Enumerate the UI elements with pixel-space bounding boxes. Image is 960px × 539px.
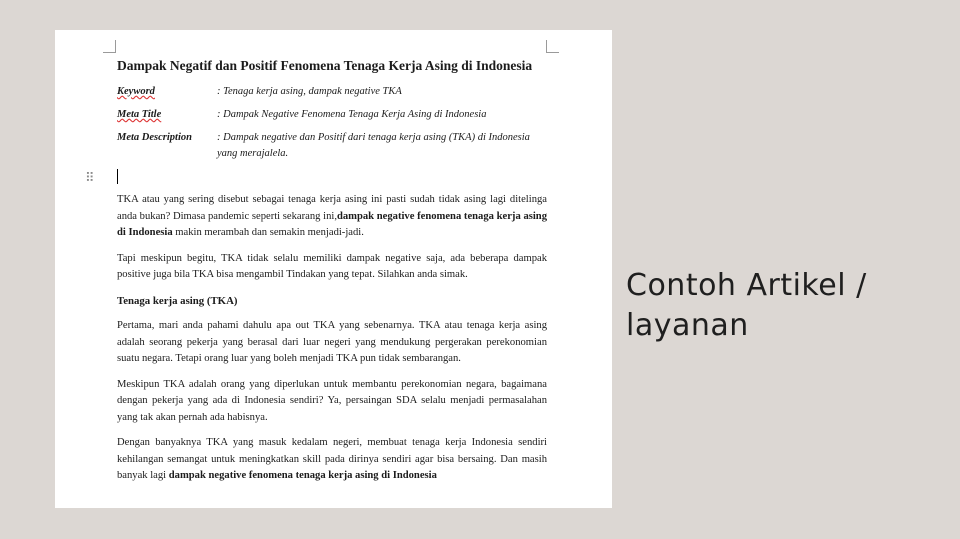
meta-row-title[interactable] (117, 107, 547, 123)
paragraph: Dengan banyaknya TKA yang masuk kedalam negeri, membuat tenaga kerja Indonesia sendiri kehilangan semangat untuk meningkatkan skill pada dirinya sendiri agar bisa bersaing. Dan masih banyak lagi dampak negative fenomena tenaga kerja asing di Indonesia (117, 437, 547, 481)
article-body[interactable] (117, 192, 547, 494)
slide-caption: Contoh Artikel / layanan (626, 268, 867, 343)
drag-handle-icon[interactable]: ⠿ (85, 171, 93, 186)
article-title[interactable]: Dampak Negatif dan Positif Fenomena Tenaga Kerja Asing di Indonesia (117, 58, 533, 73)
margin-corner-mark (103, 40, 116, 53)
paragraph: TKA atau yang sering disebut sebagai tenaga kerja asing ini pasti sudah tidak asing lagi ditelinga anda bukan? Dimasa pandemic seperti sekarang ini,dampak negative fenomena tenaga kerja asing di Indonesia makin merambah dan semakin menjadi-jadi. (117, 194, 547, 238)
paragraph: Pertama, mari anda pahami dahulu apa out TKA yang sebenarnya. TKA atau tenaga kerja asing adalah seorang pekerja yang berasal dari luar negeri yang mendukung pergerakan perekonomian suatu negara. Tetapi orang luar yang boleh menjadi TKA pun tidak sembarangan. (117, 320, 547, 364)
document-page (55, 30, 612, 508)
meta-key: Keyword (117, 86, 155, 97)
paragraph: Meskipun TKA adalah orang yang diperlukan untuk membantu perekonomian negara, bagaimana dengan pekerja yang ada di Indonesia sendiri? Ya, persaingan SDA selalu menjadi permasalahan yang tak akan pernah ada habisnya. (117, 378, 547, 423)
paragraph: Tapi meskipun begitu, TKA tidak selalu memiliki dampak negative saja, ada beberapa dampak positive juga bila TKA bisa mengambil Tindakan yang tepat. Silahkan anda simak. (117, 252, 547, 280)
meta-value: : Tenaga kerja asing, dampak negative TKA (217, 86, 402, 97)
meta-key: Meta Title (117, 109, 162, 120)
meta-row-description[interactable] (117, 130, 547, 162)
text-cursor (117, 169, 118, 184)
margin-corner-mark (546, 40, 559, 53)
meta-value: : Dampak negative dan Positif dari tenaga kerja asing (TKA) di Indonesia yang merajalela. (217, 132, 530, 159)
meta-row-keyword[interactable] (117, 84, 547, 100)
meta-key: Meta Description (117, 132, 192, 143)
document-header (117, 58, 547, 169)
section-heading: Tenaga kerja asing (TKA) (117, 294, 238, 307)
meta-value: : Dampak Negative Fenomena Tenaga Kerja Asing di Indonesia (217, 109, 487, 120)
